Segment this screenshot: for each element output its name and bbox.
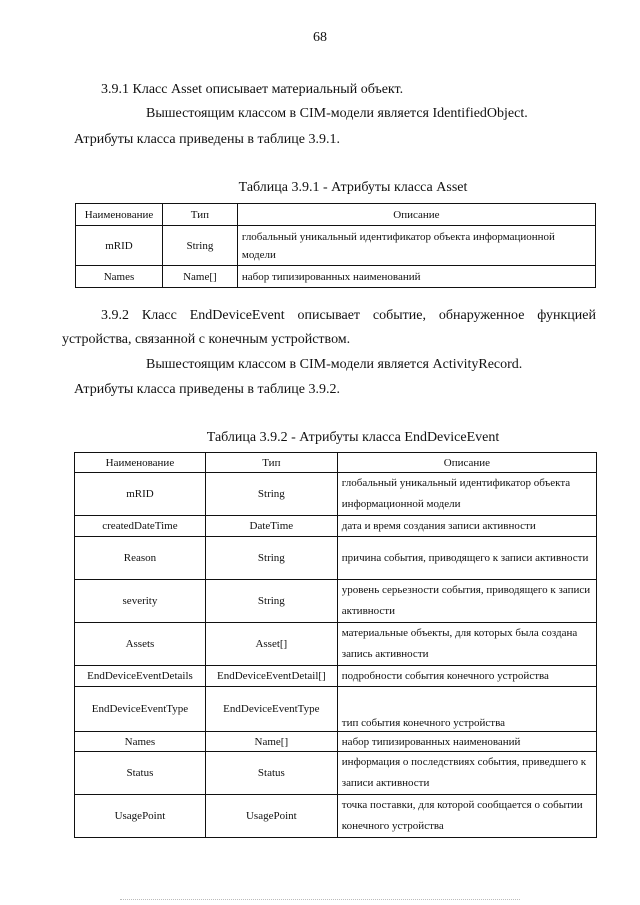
cell-description: набор типизированных наименований — [237, 266, 595, 288]
cell-name: Names — [75, 732, 206, 752]
header-name: Наименование — [75, 453, 206, 473]
cell-description: тип события конечного устройства — [337, 687, 596, 732]
section-3-9-2-heading-cont: устройства, связанной с конечным устройством. — [62, 332, 351, 347]
cell-type: UsagePoint — [205, 795, 337, 838]
cell-name: Status — [75, 752, 206, 795]
cell-name: Assets — [75, 623, 206, 666]
table-row — [75, 687, 597, 732]
table-header-row — [75, 453, 597, 473]
header-name: Наименование — [76, 204, 163, 226]
table-row — [75, 752, 597, 795]
cell-type: Name[] — [162, 266, 237, 288]
cell-description: глобальный уникальный идентификатор объекта информационной модели — [237, 226, 595, 266]
cell-type: String — [205, 537, 337, 580]
section-3-9-1-superclass: Вышестоящим классом в CIM-модели является IdentifiedObject. — [146, 106, 528, 121]
table-row — [75, 473, 597, 516]
cell-name: Names — [76, 266, 163, 288]
cell-description: набор типизированных наименований — [337, 732, 596, 752]
cell-name: severity — [75, 580, 206, 623]
section-3-9-2-superclass: Вышестоящим классом в CIM-модели является ActivityRecord. — [146, 357, 523, 372]
section-3-9-1-heading: 3.9.1 Класс Asset описывает материальный объект. — [101, 82, 404, 97]
cell-name: UsagePoint — [75, 795, 206, 838]
table-row — [75, 732, 597, 752]
table-row — [75, 580, 597, 623]
cell-description: дата и время создания записи активности — [337, 516, 596, 537]
cell-description: точка поставки, для которой сообщается о событии конечного устройства — [337, 795, 596, 838]
table-row — [75, 795, 597, 838]
table-row — [75, 623, 597, 666]
section-3-9-2-heading: 3.9.2 Класс EndDeviceEvent описывает событие, обнаруженное функцией — [101, 308, 596, 323]
cell-name: mRID — [75, 473, 206, 516]
cell-name: Reason — [75, 537, 206, 580]
table-row — [75, 666, 597, 687]
table-header-row — [76, 204, 596, 226]
header-type: Тип — [205, 453, 337, 473]
header-description: Описание — [337, 453, 596, 473]
table-row — [76, 226, 596, 266]
cell-type: String — [162, 226, 237, 266]
table-3-9-1-caption: Таблица 3.9.1 - Атрибуты класса Asset — [238, 180, 468, 195]
cell-name: EndDeviceEventDetails — [75, 666, 206, 687]
table-row — [76, 266, 596, 288]
cell-name: createdDateTime — [75, 516, 206, 537]
table-3-9-2 — [74, 452, 597, 838]
cell-name: EndDeviceEventType — [75, 687, 206, 732]
cell-type: DateTime — [205, 516, 337, 537]
table-3-9-2-caption: Таблица 3.9.2 - Атрибуты класса EndDeviceEvent — [206, 430, 500, 445]
cell-type: String — [205, 473, 337, 516]
cell-type: EndDeviceEventDetail[] — [205, 666, 337, 687]
section-3-9-2-table-ref: Атрибуты класса приведены в таблице 3.9.2. — [74, 382, 340, 397]
cell-description: подробности события конечного устройства — [337, 666, 596, 687]
cell-description: глобальный уникальный идентификатор объекта информационной модели — [337, 473, 596, 516]
cell-type: Status — [205, 752, 337, 795]
cell-description: материальные объекты, для которых была создана запись активности — [337, 623, 596, 666]
header-type: Тип — [162, 204, 237, 226]
page-number: 68 — [313, 30, 327, 45]
cell-description: причина события, приводящего к записи активности — [337, 537, 596, 580]
table-row — [75, 516, 597, 537]
table-3-9-1 — [75, 203, 596, 288]
table-row — [75, 537, 597, 580]
page-bottom-rule — [120, 899, 520, 900]
cell-type: EndDeviceEventType — [205, 687, 337, 732]
cell-type: Name[] — [205, 732, 337, 752]
cell-type: Asset[] — [205, 623, 337, 666]
cell-description: уровень серьезности события, приводящего к записи активности — [337, 580, 596, 623]
cell-description: информация о последствиях события, приведшего к записи активности — [337, 752, 596, 795]
cell-type: String — [205, 580, 337, 623]
cell-name: mRID — [76, 226, 163, 266]
header-description: Описание — [237, 204, 595, 226]
section-3-9-1-table-ref: Атрибуты класса приведены в таблице 3.9.1. — [74, 132, 340, 147]
